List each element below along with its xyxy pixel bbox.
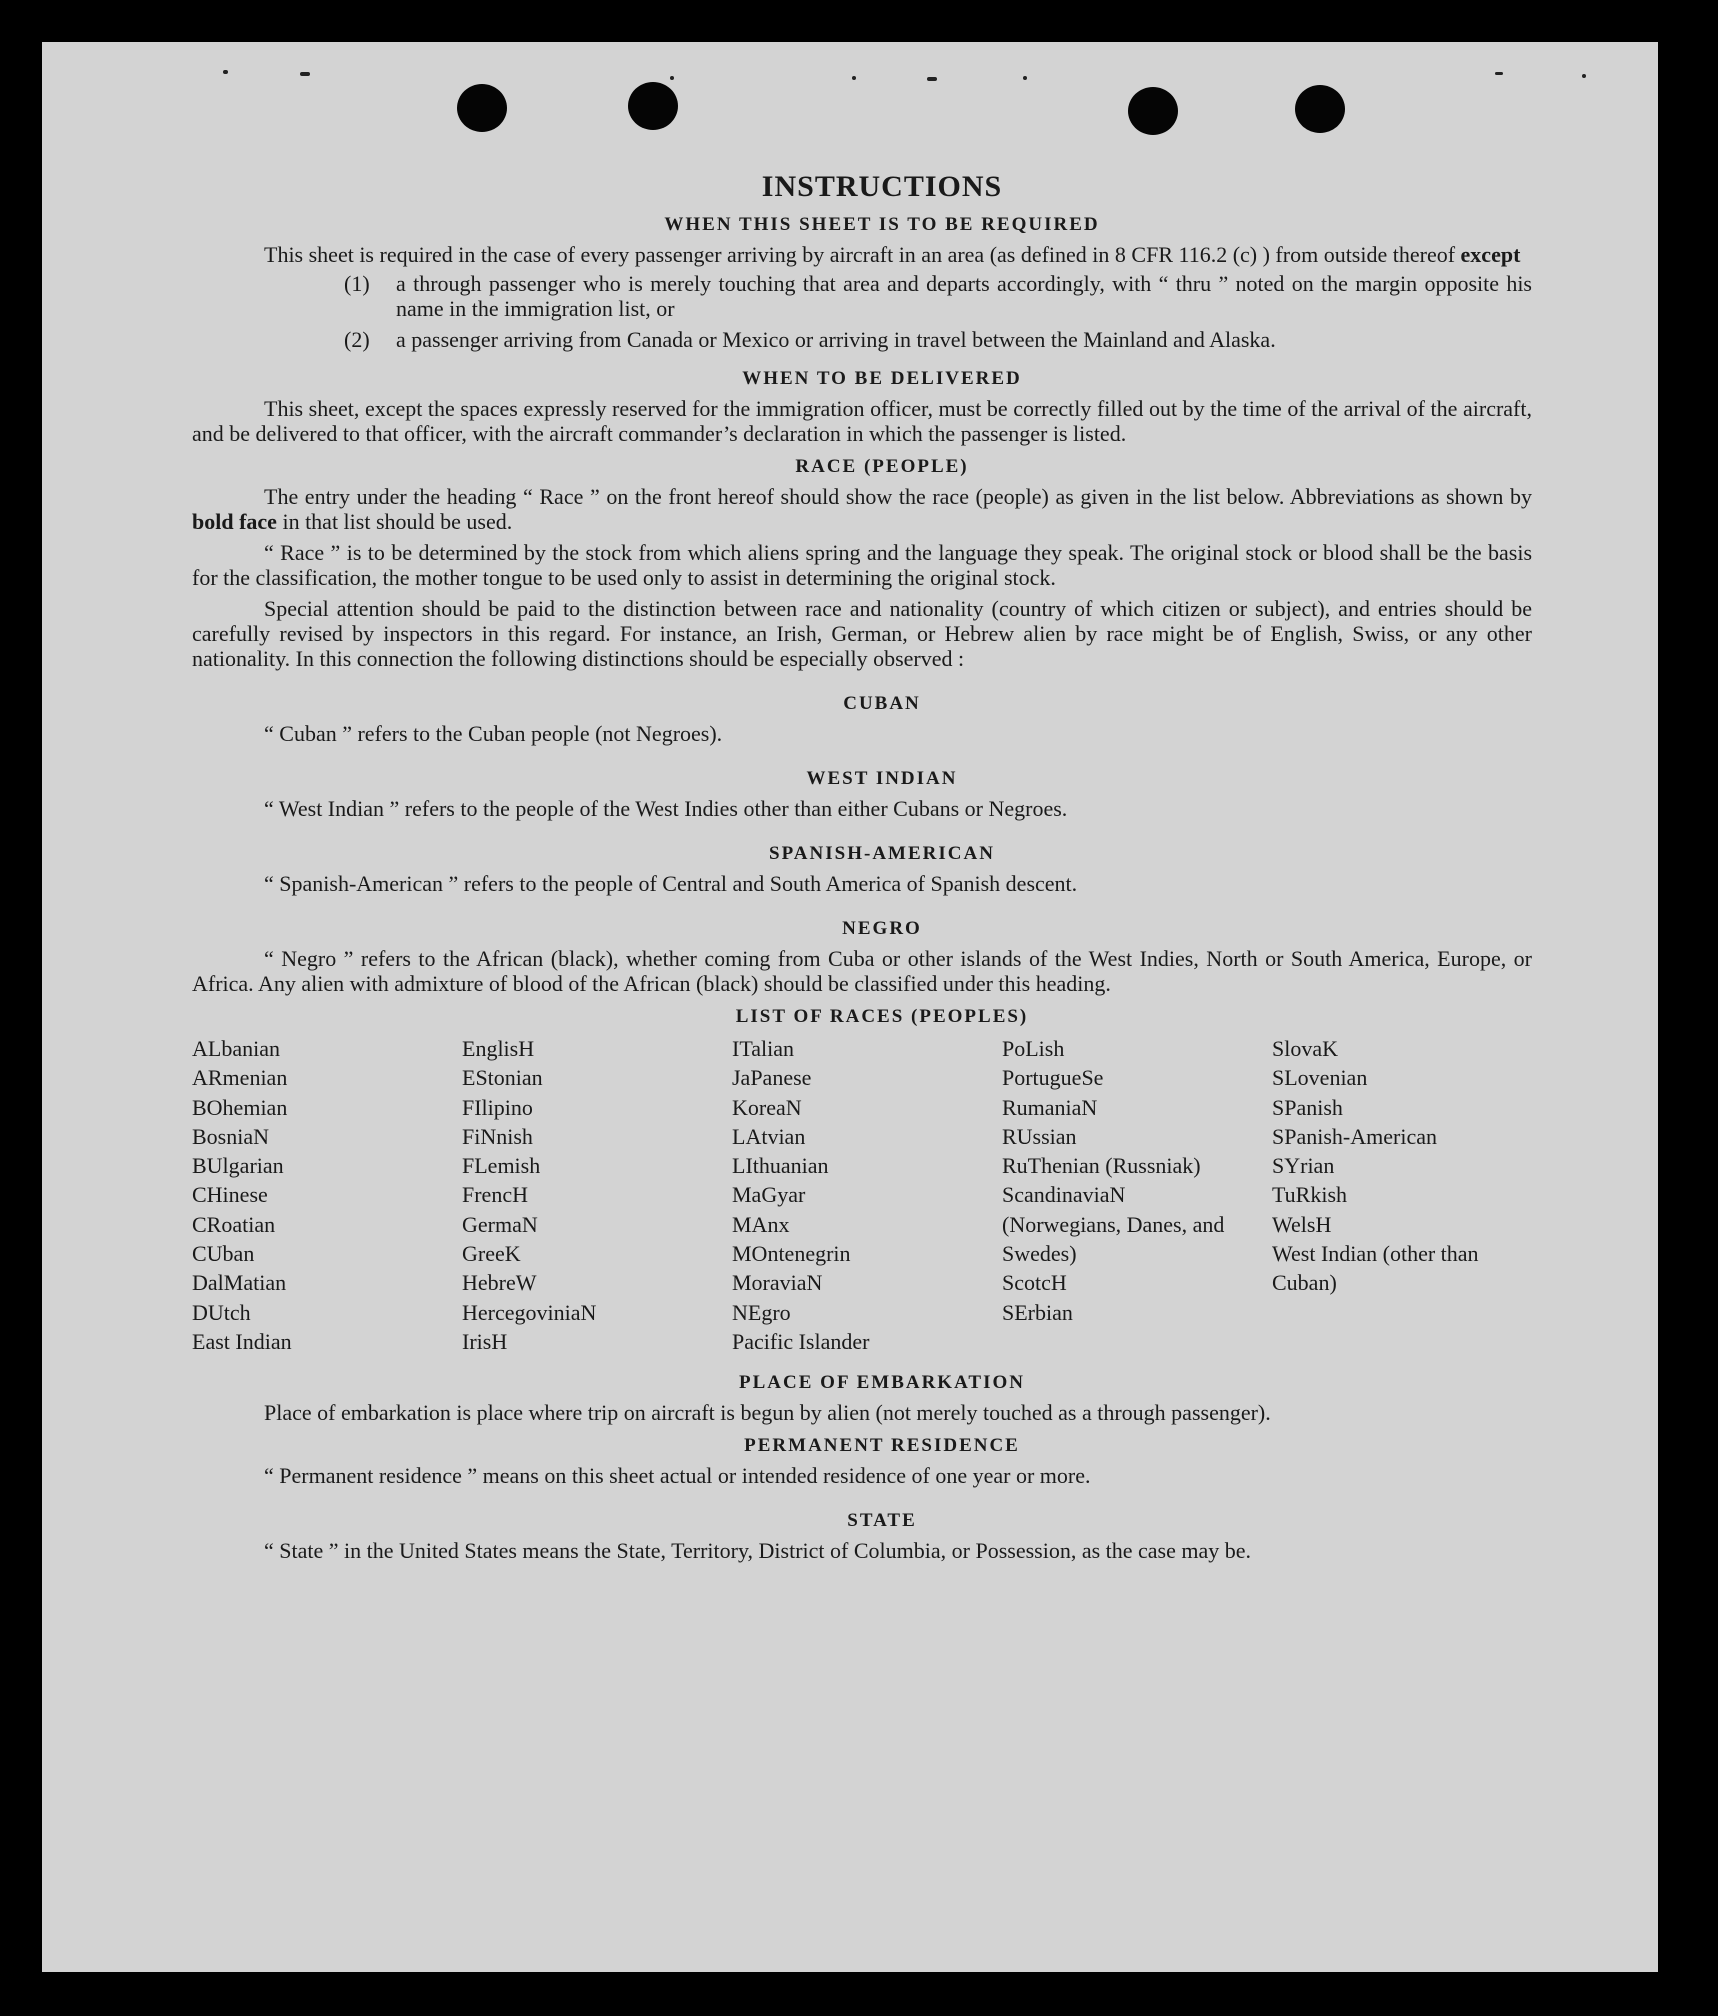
speck bbox=[1495, 72, 1503, 75]
race-entry: MAnx bbox=[732, 1211, 790, 1237]
race-entry: SErbian bbox=[1002, 1299, 1073, 1325]
residence-text: “ Permanent residence ” means on this sheet actual or intended residence of one year or more. bbox=[264, 1463, 1091, 1489]
race-entry: ALbanian bbox=[192, 1036, 280, 1061]
race-entry: EnglisH bbox=[462, 1036, 535, 1061]
race-entry: BOhemian bbox=[192, 1094, 288, 1120]
race-entry: LIthuanian bbox=[732, 1153, 829, 1179]
heading-permanent-residence: PERMANENT RESIDENCE bbox=[744, 1435, 1020, 1457]
speck bbox=[670, 76, 674, 80]
embarkation-text: Place of embarkation is place where trip on aircraft is begun by alien (not merely touched as a through passenger). bbox=[264, 1400, 1271, 1426]
instructions-content bbox=[192, 170, 1532, 1563]
speck bbox=[1582, 74, 1586, 78]
heading-when-delivered: WHEN TO BE DELIVERED bbox=[742, 368, 1022, 389]
list-item bbox=[192, 327, 1532, 352]
race-column bbox=[1002, 1034, 1272, 1356]
speck bbox=[927, 77, 937, 81]
race-entry: CRoatian bbox=[192, 1211, 276, 1237]
race-entry: HebreW bbox=[462, 1270, 537, 1296]
race-entry: PoLish bbox=[1002, 1036, 1065, 1061]
when-required-except: except bbox=[1460, 242, 1521, 267]
spanish-american-text: “ Spanish-American ” refers to the people of Central and South America of Spanish descent. bbox=[264, 871, 1078, 896]
race-entry: BosniaN bbox=[192, 1123, 269, 1149]
race-p1-bold: bold face bbox=[192, 509, 277, 534]
heading-when-required: WHEN THIS SHEET IS TO BE REQUIRED bbox=[664, 214, 1100, 235]
heading-list-of-races: LIST OF RACES (PEOPLES) bbox=[735, 1006, 1029, 1027]
race-p1-text: The entry under the heading “ Race ” on the front hereof should show the race (people) as given in the list below. Abbreviations as shown by bbox=[264, 484, 1532, 509]
race-entry: SLovenian bbox=[1272, 1065, 1368, 1091]
race-entry: FiNnish bbox=[462, 1123, 533, 1149]
race-entry: FIlipino bbox=[462, 1094, 533, 1120]
heading-embarkation: PLACE OF EMBARKATION bbox=[739, 1372, 1025, 1394]
race-entry: FrencH bbox=[462, 1182, 528, 1208]
race-entry: GreeK bbox=[462, 1241, 521, 1267]
west-indian-text: “ West Indian ” refers to the people of the West Indies other than either Cubans or Negroes. bbox=[264, 796, 1068, 821]
race-entry: LAtvian bbox=[732, 1123, 806, 1149]
race-column bbox=[192, 1034, 462, 1356]
race-entry: SYrian bbox=[1272, 1153, 1335, 1179]
race-entry: GermaN bbox=[462, 1211, 538, 1237]
race-entry: CHinese bbox=[192, 1182, 268, 1208]
race-entry: Pacific Islander bbox=[732, 1328, 870, 1354]
race-paragraph-2: “ Race ” is to be determined by the stock from which aliens spring and the language they speak. The original stock or blood shall be the basis for the classification, the mother tongue to be used only to assist in determining the original stock. bbox=[192, 540, 1532, 590]
speck bbox=[1023, 76, 1027, 80]
race-entry: IrisH bbox=[462, 1328, 508, 1354]
race-list bbox=[192, 1034, 1532, 1356]
page-title: INSTRUCTIONS bbox=[761, 170, 1003, 203]
race-entry: HercegoviniaN bbox=[462, 1299, 597, 1325]
race-entry: TuRkish bbox=[1272, 1182, 1348, 1208]
heading-cuban: CUBAN bbox=[843, 693, 921, 714]
item-number: (2) bbox=[344, 327, 370, 352]
race-paragraph-1 bbox=[192, 484, 1532, 534]
when-required-intro-text: This sheet is required in the case of every passenger arriving by aircraft in an area (as defined in 8 CFR 116.2 (c) ) from outside thereof bbox=[264, 242, 1456, 267]
race-entry: CUban bbox=[192, 1241, 255, 1267]
race-entry: JaPanese bbox=[732, 1065, 812, 1091]
item-text: a passenger arriving from Canada or Mexico or arriving in travel between the Mainland and Alaska. bbox=[396, 327, 1276, 352]
race-column bbox=[462, 1034, 732, 1356]
punch-hole bbox=[1128, 87, 1178, 135]
heading-race: RACE (PEOPLE) bbox=[795, 456, 969, 477]
heading-spanish-american: SPANISH-AMERICAN bbox=[769, 843, 995, 864]
punch-hole bbox=[457, 84, 507, 132]
race-entry: WelsH bbox=[1272, 1211, 1332, 1237]
punch-hole bbox=[1295, 85, 1345, 133]
race-column bbox=[1272, 1034, 1532, 1356]
speck bbox=[852, 76, 856, 80]
race-entry: ScandinaviaN (Norwegians, Danes, and Swedes) bbox=[1002, 1182, 1225, 1267]
item-text: a through passenger who is merely touching that area and departs accordingly, with “ thru ” noted on the margin opposite his name in the immigration list, or bbox=[396, 271, 1532, 321]
race-entry: MOntenegrin bbox=[732, 1241, 851, 1267]
negro-text: “ Negro ” refers to the African (black), whether coming from Cuba or other islands of the West Indies, North or South America, Europe, or Africa. Any alien with admixture of blood of the African (black) should be classified under this heading. bbox=[192, 946, 1532, 996]
item-number: (1) bbox=[344, 271, 370, 296]
race-entry: East Indian bbox=[192, 1328, 292, 1354]
heading-state: STATE bbox=[847, 1510, 917, 1532]
race-entry: SPanish bbox=[1272, 1094, 1343, 1120]
race-entry: ITalian bbox=[732, 1036, 794, 1061]
race-entry: RUssian bbox=[1002, 1123, 1077, 1149]
speck bbox=[300, 72, 310, 76]
race-entry: RumaniaN bbox=[1002, 1094, 1098, 1120]
race-entry: DUtch bbox=[192, 1299, 251, 1325]
race-entry: NEgro bbox=[732, 1299, 791, 1325]
punch-hole bbox=[628, 82, 678, 130]
list-item bbox=[192, 271, 1532, 321]
race-entry: DalMatian bbox=[192, 1270, 287, 1296]
race-paragraph-3: Special attention should be paid to the distinction between race and nationality (country of which citizen or subject), and entries should be carefully revised by inspectors in this regard. For instance, an Irish, German, or Hebrew alien by race might be of English, Swiss, or any other nationality. In this connection the following distinctions should be especially observed : bbox=[192, 596, 1532, 671]
race-entry: SPanish-American bbox=[1272, 1123, 1437, 1149]
speck bbox=[223, 70, 228, 74]
race-entry: FLemish bbox=[462, 1153, 541, 1179]
race-entry: ScotcH bbox=[1002, 1270, 1067, 1296]
race-entry: MoraviaN bbox=[732, 1270, 823, 1296]
race-entry: ARmenian bbox=[192, 1065, 288, 1091]
cuban-text: “ Cuban ” refers to the Cuban people (not Negroes). bbox=[264, 721, 723, 746]
race-entry: KoreaN bbox=[732, 1094, 802, 1120]
heading-west-indian: WEST INDIAN bbox=[806, 768, 958, 789]
when-delivered-text: This sheet, except the spaces expressly reserved for the immigration officer, must be correctly filled out by the time of the arrival of the aircraft, and be delivered to that officer, with the aircraft commander’s declaration in which the passenger is listed. bbox=[192, 396, 1532, 446]
race-entry: BUlgarian bbox=[192, 1153, 284, 1179]
state-text: “ State ” in the United States means the State, Territory, District of Columbia, or Possession, as the case may be. bbox=[264, 1538, 1252, 1564]
document-sheet bbox=[42, 42, 1658, 1972]
race-entry: SlovaK bbox=[1272, 1036, 1338, 1061]
race-entry: EStonian bbox=[462, 1065, 543, 1091]
race-p1-end: in that list should be used. bbox=[282, 509, 513, 534]
race-entry: West Indian (other than Cuban) bbox=[1272, 1241, 1479, 1296]
race-entry: MaGyar bbox=[732, 1182, 806, 1208]
race-entry: RuThenian (Russniak) bbox=[1002, 1153, 1201, 1179]
race-column bbox=[732, 1034, 1002, 1356]
when-required-intro bbox=[192, 242, 1532, 267]
race-entry: PortugueSe bbox=[1002, 1065, 1104, 1091]
heading-negro: NEGRO bbox=[842, 918, 922, 939]
